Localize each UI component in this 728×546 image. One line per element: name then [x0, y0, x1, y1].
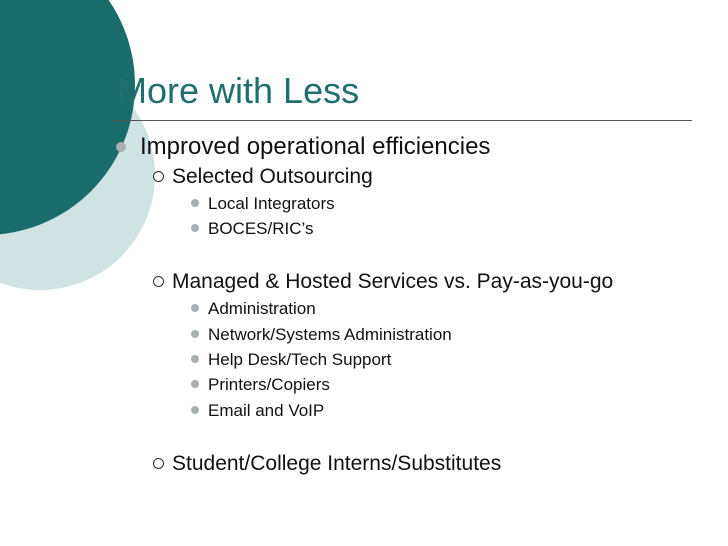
bullet-administration: Administration [208, 299, 316, 318]
title-divider [112, 120, 692, 121]
bullet-email-voip: Email and VoIP [208, 401, 325, 420]
bullet-dot-icon [191, 304, 199, 312]
slide-decoration [0, 0, 160, 300]
bullet-dot-icon [191, 330, 199, 338]
slide-title: More with Less [117, 70, 360, 111]
bullet-dot-icon [191, 380, 199, 388]
bullet-improved-efficiencies: Improved operational efficiencies [140, 133, 491, 160]
bullet-help-desk-tech-support: Help Desk/Tech Support [208, 350, 392, 369]
bullet-ring-icon [153, 276, 164, 287]
bullet-printers-copiers: Printers/Copiers [208, 375, 330, 394]
bullet-local-integrators: Local Integrators [208, 194, 335, 213]
bullet-dot-icon [116, 142, 126, 152]
bullet-dot-icon [191, 224, 199, 232]
bullet-dot-icon [191, 199, 199, 207]
bullet-boces-ric: BOCES/RIC’s [208, 219, 314, 238]
bullet-network-systems-administration: Network/Systems Administration [208, 325, 452, 344]
bullet-ring-icon [153, 171, 164, 182]
bullet-ring-icon [153, 458, 164, 469]
bullet-dot-icon [191, 355, 199, 363]
bullet-student-college-interns: Student/College Interns/Substitutes [172, 452, 502, 475]
bullet-selected-outsourcing: Selected Outsourcing [172, 165, 373, 188]
bullet-dot-icon [191, 406, 199, 414]
bullet-managed-hosted-services: Managed & Hosted Services vs. Pay-as-you-go [172, 270, 614, 293]
